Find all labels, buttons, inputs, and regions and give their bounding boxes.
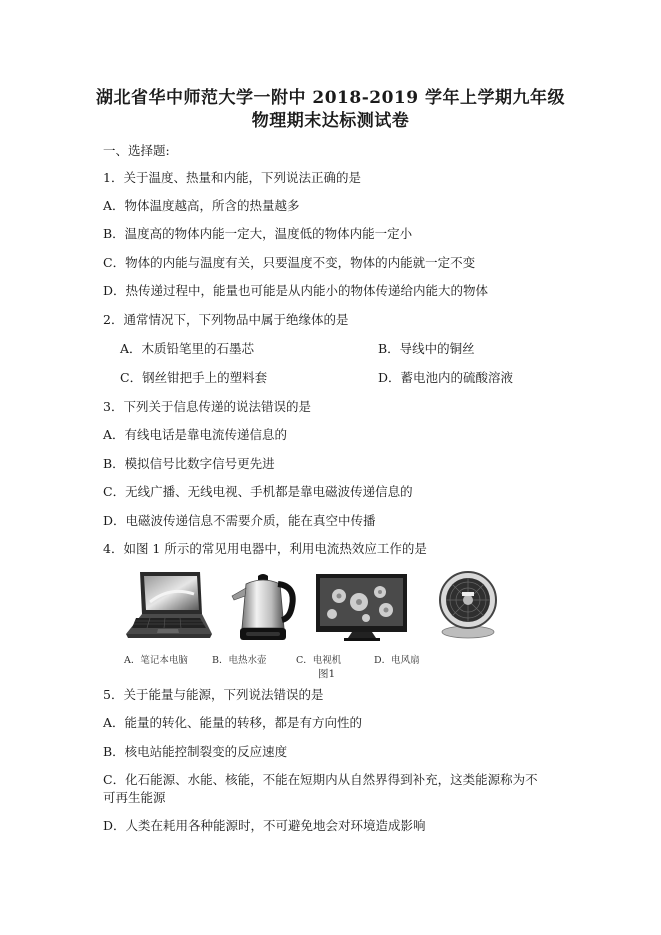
q1-option-a: A．物体温度越高，所含的热量越多 <box>103 198 300 213</box>
electric-fan-image <box>436 568 500 640</box>
q2-option-c: C．钢丝钳把手上的塑料套 <box>120 370 268 385</box>
q5-option-d: D．人类在耗用各种能源时，不可避免地会对环境造成影响 <box>103 818 426 833</box>
q3-option-c: C．无线广播、无线电视、手机都是靠电磁波传递信息的 <box>103 484 413 499</box>
q5-option-c-line-2: 可再生能源 <box>103 790 166 805</box>
exam-title-line-2: 物理期末达标测试卷 <box>251 111 410 131</box>
q1-option-d: D．热传递过程中，能量也可能是从内能小的物体传递给内能大的物体 <box>103 283 489 298</box>
q2-option-d: D．蓄电池内的硫酸溶液 <box>378 370 514 385</box>
q2-option-a: A．木质铅笔里的石墨芯 <box>120 341 255 356</box>
figure-caption-a: A．笔记本电脑 <box>124 655 188 666</box>
q1-option-b: B．温度高的物体内能一定大，温度低的物体内能一定小 <box>103 226 413 241</box>
q3-option-a: A．有线电话是靠电流传递信息的 <box>103 427 288 442</box>
q5-stem: 5．关于能量与能源，下列说法错误的是 <box>103 687 324 702</box>
q1-option-c: C．物体的内能与温度有关，只要温度不变，物体的内能就一定不变 <box>103 255 476 270</box>
q1-stem: 1．关于温度、热量和内能，下列说法正确的是 <box>103 170 361 185</box>
television-image <box>314 572 409 642</box>
q2-stem: 2．通常情况下，下列物品中属于绝缘体的是 <box>103 312 349 327</box>
q5-option-a: A．能量的转化、能量的转移，都是有方向性的 <box>103 715 363 730</box>
section-heading: 一、选择题: <box>103 143 170 158</box>
q5-option-b: B．核电站能控制裂变的反应速度 <box>103 744 288 759</box>
figure-caption-d: D．电风扇 <box>374 655 420 666</box>
q3-option-b: B．模拟信号比数字信号更先进 <box>103 456 275 471</box>
q5-option-c-line-1: C．化石能源、水能、核能，不能在短期内从自然界得到补充，这类能源称为不 <box>103 772 538 787</box>
figure-caption-b: B．电热水壶 <box>212 655 267 666</box>
q3-stem: 3．下列关于信息传递的说法错误的是 <box>103 399 311 414</box>
figure-label: 图1 <box>318 668 336 680</box>
electric-kettle-image <box>228 570 298 648</box>
exam-title-line-1: 湖北省华中师范大学一附中 2018-2019 学年上学期九年级 <box>95 88 566 108</box>
figure-caption-c: C．电视机 <box>296 655 342 666</box>
laptop-image <box>120 568 212 648</box>
q3-option-d: D．电磁波传递信息不需要介质，能在真空中传播 <box>103 513 376 528</box>
q4-stem: 4．如图 1 所示的常见用电器中，利用电流热效应工作的是 <box>103 541 427 556</box>
q2-option-b: B．导线中的铜丝 <box>378 341 475 356</box>
